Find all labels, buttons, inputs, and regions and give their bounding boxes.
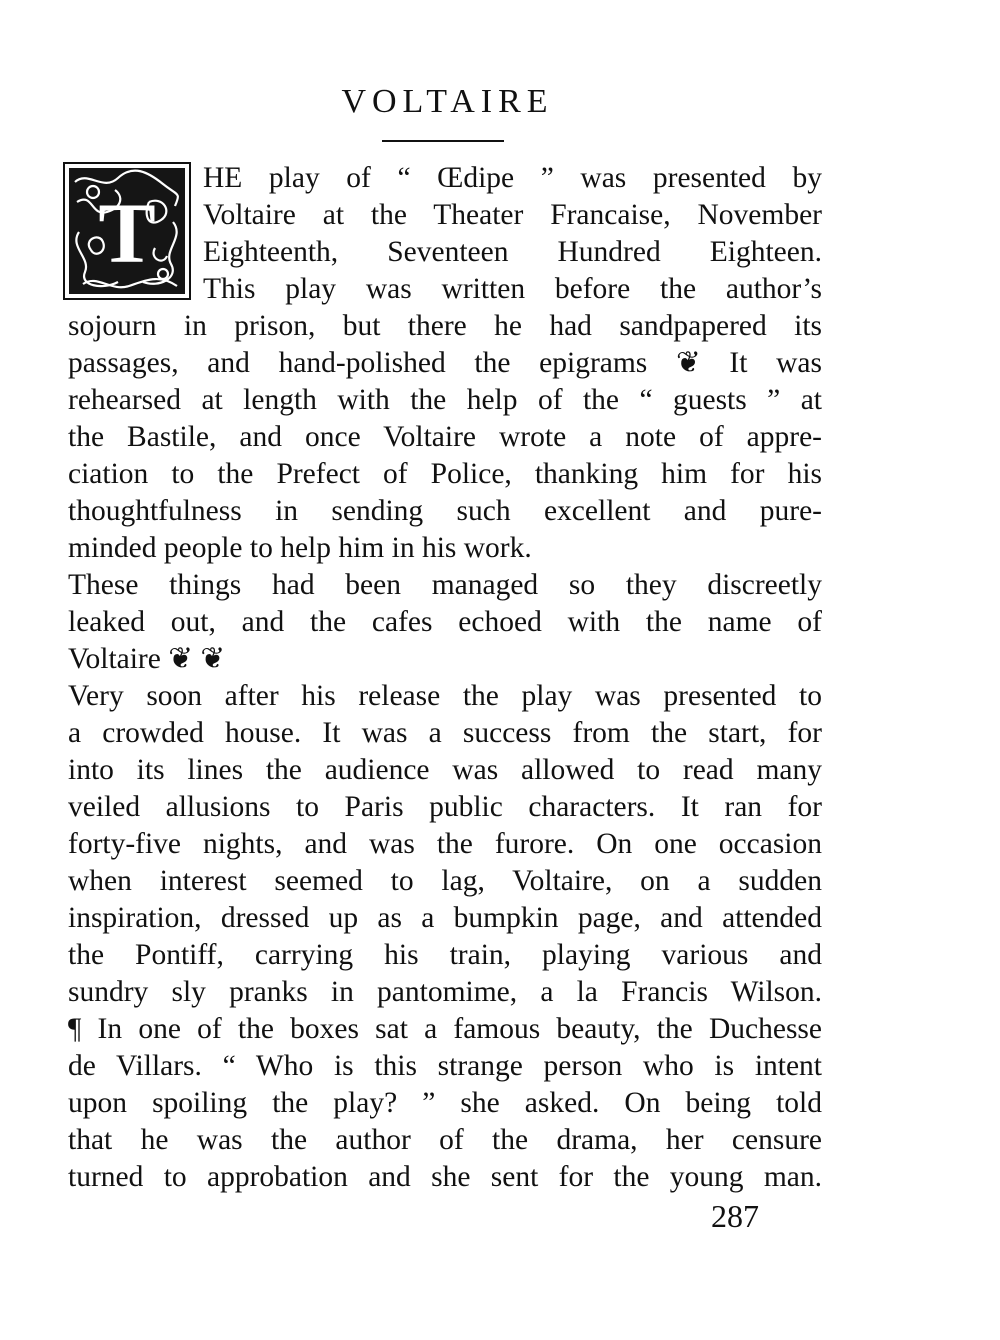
text-line: inspiration, dressed up as a bumpkin page, and attended	[68, 902, 822, 934]
text-line: ¶ In one of the boxes sat a famous beauty, the Duchesse	[68, 1013, 822, 1045]
text-line: into its lines the audience was allowed to read many	[68, 754, 822, 786]
running-head: VOLTAIRE	[341, 83, 554, 120]
page-number: 287	[711, 1198, 759, 1234]
text-line: Voltaire ❦ ❦	[68, 643, 226, 675]
text-line: forty-five nights, and was the furore. On one occasion	[68, 828, 822, 860]
text-line: a crowded house. It was a success from the start, for	[68, 717, 822, 749]
text-line: the Bastile, and once Voltaire wrote a note of appre-	[68, 421, 822, 453]
text-line: HE play of “ Œdipe ” was presented by	[203, 162, 822, 194]
text-line: sundry sly pranks in pantomime, a la Francis Wilson.	[68, 976, 822, 1008]
text-line: minded people to help him in his work.	[68, 532, 532, 564]
text-line: upon spoiling the play? ” she asked. On being told	[68, 1087, 822, 1119]
text-line: when interest seemed to lag, Voltaire, on a sudden	[68, 865, 822, 897]
text-line: the Pontiff, carrying his train, playing various and	[68, 939, 822, 971]
text-line: passages, and hand-polished the epigrams ❦ It was	[68, 347, 822, 379]
text-line: turned to approbation and she sent for the young man.	[68, 1161, 822, 1193]
text-line: Voltaire at the Theater Francaise, November	[203, 199, 822, 231]
text-line: Eighteenth, Seventeen Hundred Eighteen.	[203, 236, 822, 268]
head-rule	[382, 140, 504, 142]
body-text	[68, 160, 822, 1196]
text-line: Very soon after his release the play was presented to	[68, 680, 822, 712]
text-line: leaked out, and the cafes echoed with the name of	[68, 606, 822, 638]
text-line: de Villars. “ Who is this strange person who is intent	[68, 1050, 822, 1082]
text-line: sojourn in prison, but there he had sandpapered its	[68, 310, 822, 342]
text-line: ciation to the Prefect of Police, thanking him for his	[68, 458, 822, 490]
drop-cap-letter: T	[98, 185, 156, 281]
text-line: rehearsed at length with the help of the “ guests ” at	[68, 384, 822, 416]
text-line: that he was the author of the drama, her censure	[68, 1124, 822, 1156]
text-line: This play was written before the author’s	[203, 273, 822, 305]
text-line: These things had been managed so they discreetly	[68, 569, 822, 601]
text-line: thoughtfulness in sending such excellent and pure-	[68, 495, 822, 527]
text-line: veiled allusions to Paris public characters. It ran for	[68, 791, 822, 823]
